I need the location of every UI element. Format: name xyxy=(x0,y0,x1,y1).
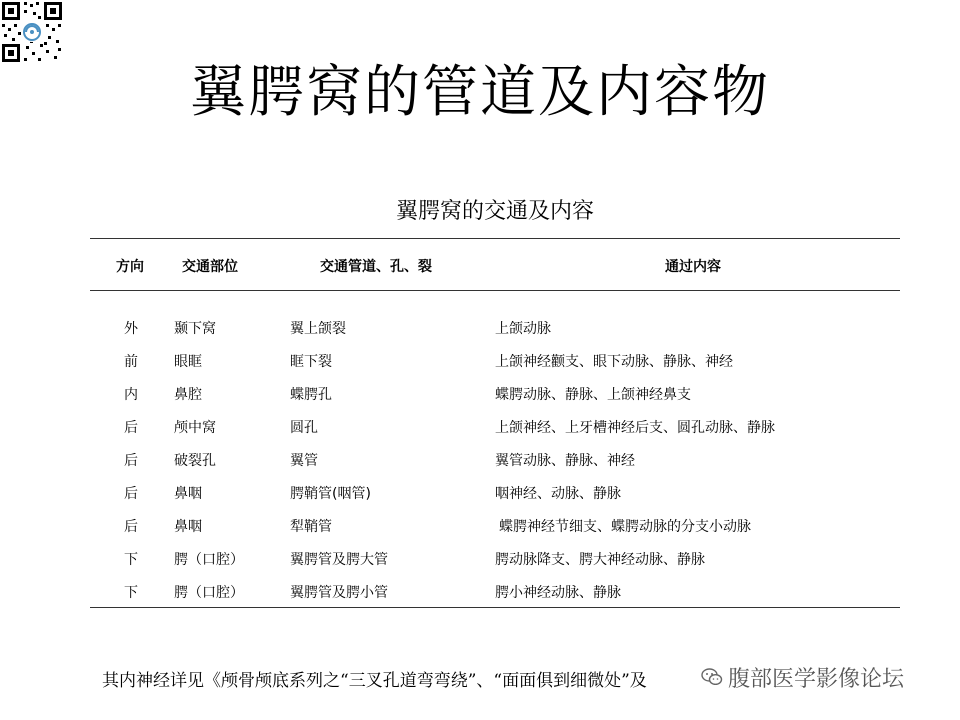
table-row xyxy=(90,318,900,342)
cell-direction: 前 xyxy=(124,354,138,370)
table-bottom-rule xyxy=(90,607,900,608)
cell-connection-site: 颞下窝 xyxy=(174,321,216,337)
footnote: 其内神经详见《颅骨颅底系列之“三叉孔道弯弯绕”、“面面俱到细微处”及 xyxy=(102,671,647,691)
cell-direction: 内 xyxy=(124,387,138,403)
table-row xyxy=(90,417,900,441)
table-row xyxy=(90,549,900,573)
table-row xyxy=(90,582,900,606)
cell-connection-site: 腭（口腔） xyxy=(174,552,244,568)
cell-connection-site: 鼻咽 xyxy=(174,519,202,535)
watermark xyxy=(700,662,904,692)
cell-contents: 蝶腭神经节细支、蝶腭动脉的分支小动脉 xyxy=(499,519,751,535)
cell-passage: 翼腭管及腭大管 xyxy=(290,552,388,568)
cell-connection-site: 鼻咽 xyxy=(174,486,202,502)
wechat-logo-icon xyxy=(700,665,724,689)
table-row xyxy=(90,450,900,474)
cell-passage: 眶下裂 xyxy=(290,354,332,370)
header-passage: 交通管道、孔、裂 xyxy=(320,259,432,275)
cell-passage: 翼腭管及腭小管 xyxy=(290,585,388,601)
header-connection-site: 交通部位 xyxy=(182,259,238,275)
watermark-text: 腹部医学影像论坛 xyxy=(728,666,905,692)
cell-passage: 腭鞘管(咽管) xyxy=(290,486,371,502)
table-row xyxy=(90,384,900,408)
cell-contents: 上颌神经颧支、眼下动脉、静脉、神经 xyxy=(495,354,733,370)
cell-connection-site: 鼻腔 xyxy=(174,387,202,403)
cell-direction: 后 xyxy=(124,519,138,535)
cell-passage: 犁鞘管 xyxy=(290,519,332,535)
header-direction: 方向 xyxy=(116,259,144,275)
cell-passage: 蝶腭孔 xyxy=(290,387,332,403)
cell-contents: 蝶腭动脉、静脉、上颌神经鼻支 xyxy=(495,387,691,403)
cell-direction: 后 xyxy=(124,453,138,469)
table-row xyxy=(90,516,900,540)
cell-connection-site: 颅中窝 xyxy=(174,420,216,436)
cell-connection-site: 破裂孔 xyxy=(174,453,216,469)
page-title: 翼腭窝的管道及内容物 xyxy=(190,60,770,125)
cell-direction: 下 xyxy=(124,585,138,601)
cell-direction: 后 xyxy=(124,486,138,502)
table-header-rule xyxy=(90,290,900,291)
cell-passage: 圆孔 xyxy=(290,420,318,436)
cell-contents: 上颌神经、上牙槽神经后支、圆孔动脉、静脉 xyxy=(495,420,775,436)
cell-contents: 咽神经、动脉、静脉 xyxy=(495,486,621,502)
table-header-row xyxy=(90,238,900,290)
cell-contents: 腭动脉降支、腭大神经动脉、静脉 xyxy=(495,552,705,568)
header-contents: 通过内容 xyxy=(665,259,721,275)
table-row xyxy=(90,483,900,507)
cell-direction: 下 xyxy=(124,552,138,568)
cell-connection-site: 腭（口腔） xyxy=(174,585,244,601)
table-row xyxy=(90,351,900,375)
cell-contents: 上颌动脉 xyxy=(495,321,551,337)
cell-direction: 外 xyxy=(124,321,138,337)
cell-direction: 后 xyxy=(124,420,138,436)
cell-passage: 翼上颌裂 xyxy=(290,321,346,337)
cell-contents: 翼管动脉、静脉、神经 xyxy=(495,453,635,469)
table-caption: 翼腭窝的交通及内容 xyxy=(395,199,594,224)
cell-contents: 腭小神经动脉、静脉 xyxy=(495,585,621,601)
cell-passage: 翼管 xyxy=(290,453,318,469)
cell-connection-site: 眼眶 xyxy=(174,354,202,370)
